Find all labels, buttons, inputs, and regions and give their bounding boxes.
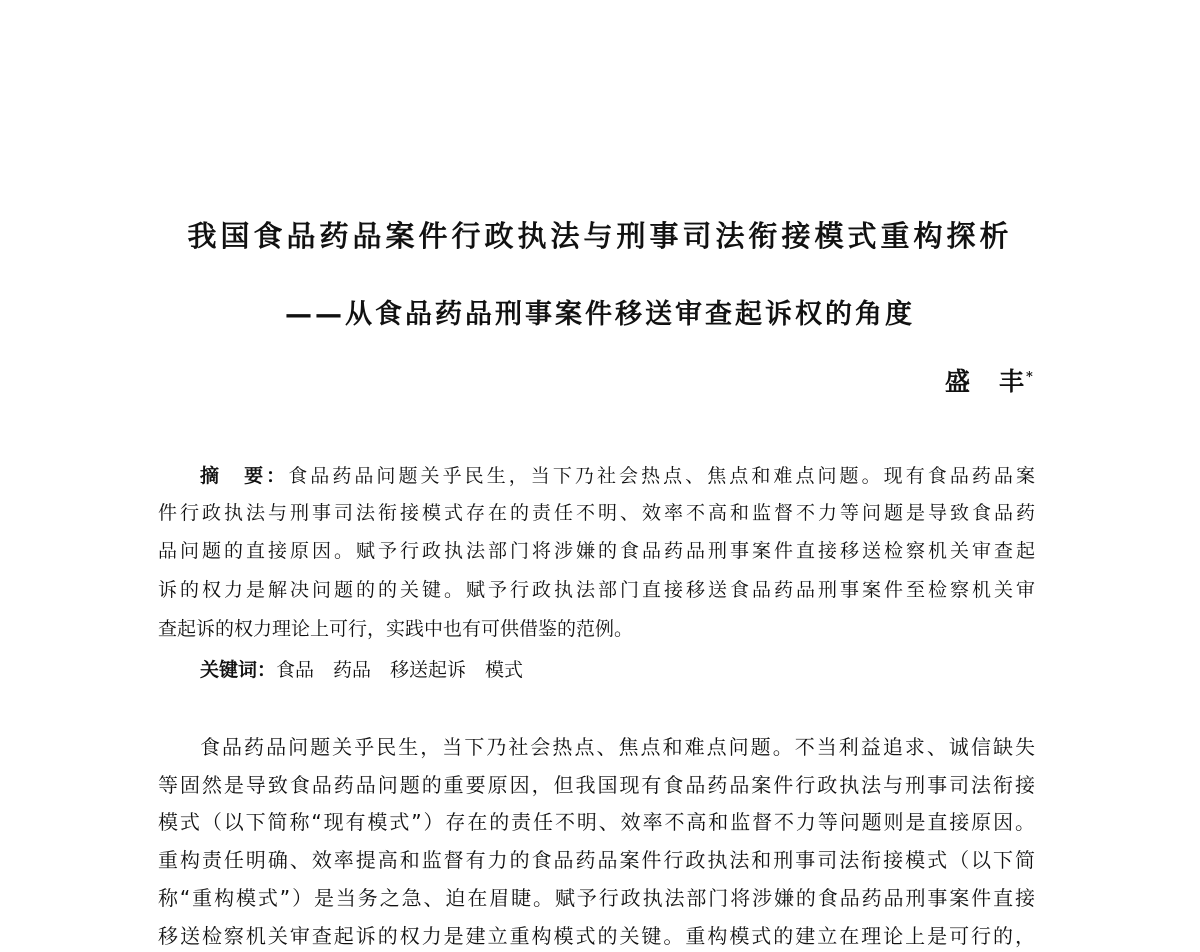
abstract-line xyxy=(200,463,1035,489)
abstract-line: 件行政执法与刑事司法衔接模式存在的责任不明、效率不高和监督不力等问题是导致食品药 xyxy=(158,502,1035,524)
keywords xyxy=(200,657,1035,683)
abstract-line: 查起诉的权力理论上可行，实践中也有可供借鉴的范例。 xyxy=(158,618,634,640)
body-line: 模式（以下简称“现有模式”）存在的责任不明、效率不高和监督不力等问题则是直接原因。 xyxy=(158,810,1035,834)
article-subtitle: ——从食品药品刑事案件移送审查起诉权的角度 xyxy=(285,299,915,330)
article-title: 我国食品药品案件行政执法与刑事司法衔接模式重构探析 xyxy=(187,219,1013,253)
body-line: 重构责任明确、效率提高和监督有力的食品药品案件行政执法和刑事司法衔接模式（以下简 xyxy=(158,848,1035,872)
abstract-line: 品问题的直接原因。赋予行政执法部门将涉嫌的食品药品刑事案件直接移送检察机关审查起 xyxy=(158,540,1035,562)
body-line: 等固然是导致食品药品问题的重要原因，但我国现有食品药品案件行政执法与刑事司法衔接 xyxy=(158,773,1035,797)
body-line: 称“重构模式”）是当务之急、迫在眉睫。赋予行政执法部门将涉嫌的食品药品刑事案件直接 xyxy=(158,886,1035,910)
abstract-label: 摘 要： xyxy=(200,465,289,487)
author-name: 盛 丰 xyxy=(945,367,1027,396)
author-footnote-mark: * xyxy=(1026,369,1035,385)
keywords-text: 食品 药品 移送起诉 模式 xyxy=(276,659,524,681)
author xyxy=(945,362,1035,398)
body-line: 食品药品问题关乎民生，当下乃社会热点、焦点和难点问题。不当利益追求、诚信缺失 xyxy=(200,735,1035,759)
abstract-line: 诉的权力是解决问题的的关键。赋予行政执法部门直接移送食品药品刑事案件至检察机关审 xyxy=(158,579,1035,601)
body-line: 移送检察机关审查起诉的权力是建立重构模式的关键。重构模式的建立在理论上是可行的， xyxy=(158,924,1035,948)
keywords-label: 关键词： xyxy=(200,659,277,681)
abstract-text: 食品药品问题关乎民生，当下乃社会热点、焦点和难点问题。现有食品药品案 xyxy=(288,465,1035,487)
